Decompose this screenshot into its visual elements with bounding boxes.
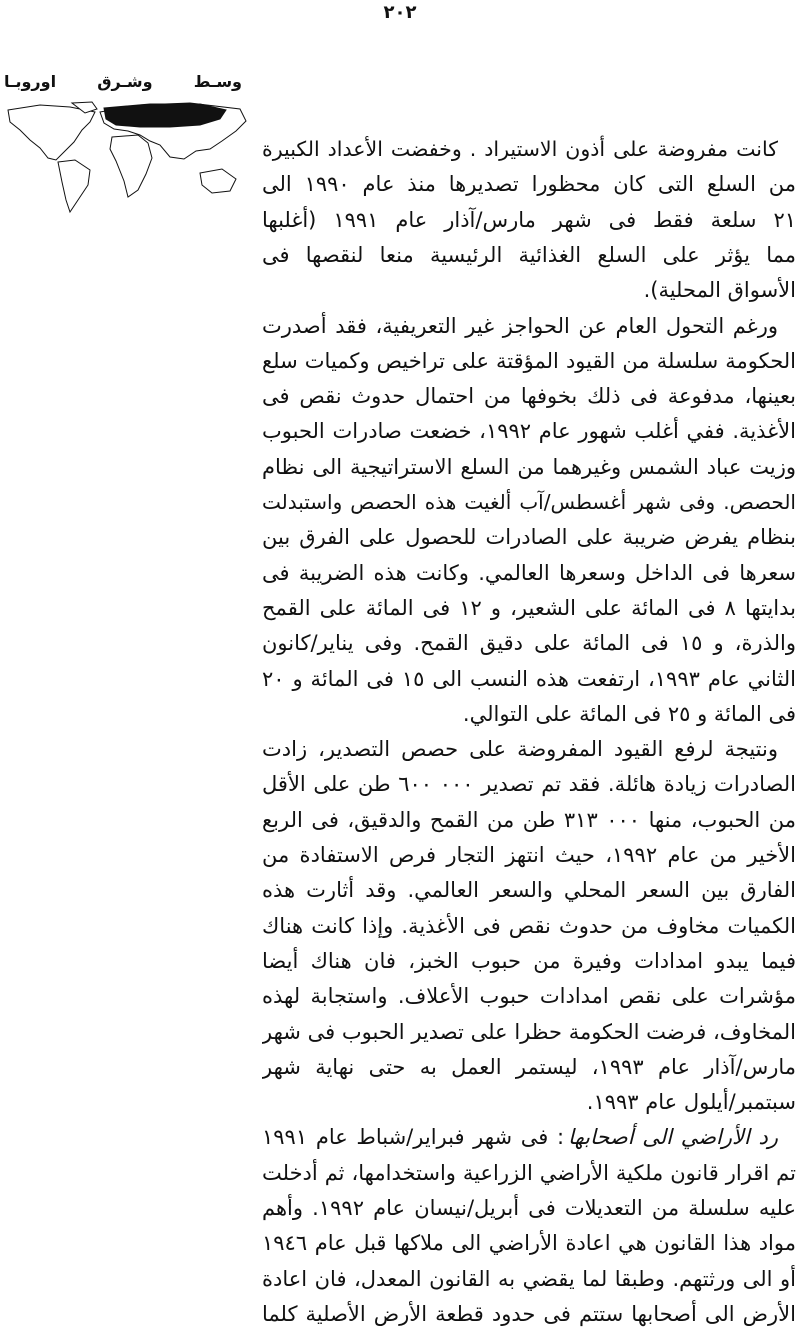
text-line: ورغم التحول العام عن الحواجز غير التعريفية، فقد أصدرت — [262, 313, 778, 338]
text-line: سعرها فى الداخل وسعرها العالمي. وكانت هذه الضريبة فى — [262, 560, 796, 585]
text-line: مؤشرات على نقص امدادات حبوب الأعلاف. واستجابة لهذه — [262, 984, 796, 1009]
text-line: وزيت عباد الشمس وغيرهما من السلع الاستراتيجية الى نظام — [262, 454, 796, 479]
text-line: الأخير من عام ١٩٩٢، حيث انتهز التجار فرص الاستفادة من — [262, 843, 796, 867]
world-map-icon — [0, 100, 252, 215]
text-line: تم اقرار قانون ملكية الأراضي الزراعية واستخدامها، ثم أدخلت — [262, 1160, 796, 1185]
north-america-shape — [8, 105, 95, 160]
text-line: فى المائة و ٢٥ فى المائة على التوالي. — [462, 701, 796, 726]
text-line: مما يؤثر على السلع الغذائية الرئيسية منعا لنقصها فى — [262, 242, 796, 267]
text-line: الثاني عام ١٩٩٣، ارتفعت هذه النسب الى ١٥ فى المائة و ٢٠ — [262, 666, 796, 691]
text-run: : فى شهر فبراير/شباط عام ١٩٩١ — [262, 1125, 565, 1150]
text-line: من الحبوب، منها ٠٠٠ ٣١٣ طن من القمح والدقيق، فى الربع — [262, 807, 796, 832]
body-text — [262, 0, 796, 1335]
section-heading: رد الأراضي الى أصحابها — [568, 1125, 779, 1150]
text-line: الصادرات زيادة هائلة. فقد تم تصدير ٠٠٠ ٦٠٠ طن على الأقل — [262, 772, 796, 797]
text-line: الحصص. وفى شهر أغسطس/آب ألغيت هذه الحصص واستبدلت — [262, 490, 796, 514]
text-line: الحكومة سلسلة من القيود المؤقتة على تراخيص وكميات سلع — [262, 348, 796, 373]
text-line: الأرض الى أصحابها ستتم فى حدود قطعة الأرض الأصلية كلما — [262, 1301, 796, 1326]
australia-shape — [200, 169, 236, 193]
text-line: بعينها، مدفوعة فى ذلك بخوفها من احتمال حدوث نقص فى — [262, 384, 796, 409]
sidebar-section-label: وسـط وشـرق اوروبـا — [4, 72, 242, 91]
text-line: بنظام يفرض ضريبة على الصادرات للحصول على الفرق بين — [262, 525, 796, 550]
page-number: ٢٠٢ — [383, 2, 417, 23]
text-line: الأغذية. ففي أغلب شهور عام ١٩٩٢، خضعت صادرات الحبوب — [262, 419, 796, 444]
text-line: فيما يبدو امدادات وفيرة من حبوب الخبز، فان هناك أيضا — [262, 948, 796, 973]
text-line: الكميات مخاوف من حدوث نقص فى الأغذية. وإذا كانت هناك — [262, 913, 796, 938]
text-line: أو الى ورثتهم. وطبقا لما يقضي به القانون المعدل، فان اعادة — [262, 1266, 796, 1291]
text-line: الأسواق المحلية). — [643, 278, 796, 303]
text-line: مواد هذا القانون هي اعادة الأراضي الى ملاكها قبل عام ١٩٤٦ — [262, 1231, 796, 1256]
text-line — [262, 1120, 796, 1154]
text-line: عليه سلسلة من التعديلات فى أبريل/نيسان عام ١٩٩٢. وأهم — [262, 1196, 796, 1220]
text-line: ونتيجة لرفع القيود المفروضة على حصص التصدير، زادت — [262, 737, 778, 762]
text-line: والذرة، و ١٥ فى المائة على دقيق القمح. وفى يناير/كانون — [262, 631, 796, 656]
text-line: مارس/آذار عام ١٩٩٣، ليستمر العمل به حتى نهاية شهر — [262, 1054, 796, 1079]
text-line: الفارق بين السعر المحلي والسعر العالمي. وقد أثارت هذه — [262, 878, 796, 903]
text-line: المخاوف، فرضت الحكومة حظرا على تصدير الحبوب فى شهر — [262, 1019, 796, 1044]
text-line: ٢١ سلعة فقط فى شهر مارس/آذار عام ١٩٩١ (أغلبها — [262, 207, 796, 232]
text-line: سبتمبر/أيلول عام ١٩٩٣. — [586, 1090, 796, 1115]
text-line: من السلع التى كان محظورا تصديرها منذ عام ١٩٩٠ الى — [262, 172, 796, 197]
south-america-shape — [58, 160, 90, 212]
text-line: بدايتها ٨ فى المائة على الشعير، و ١٢ فى المائة على القمح — [262, 595, 796, 620]
africa-shape — [110, 135, 152, 197]
text-line: كانت مفروضة على أذون الاستيراد . وخفضت الأعداد الكبيرة — [262, 137, 778, 161]
